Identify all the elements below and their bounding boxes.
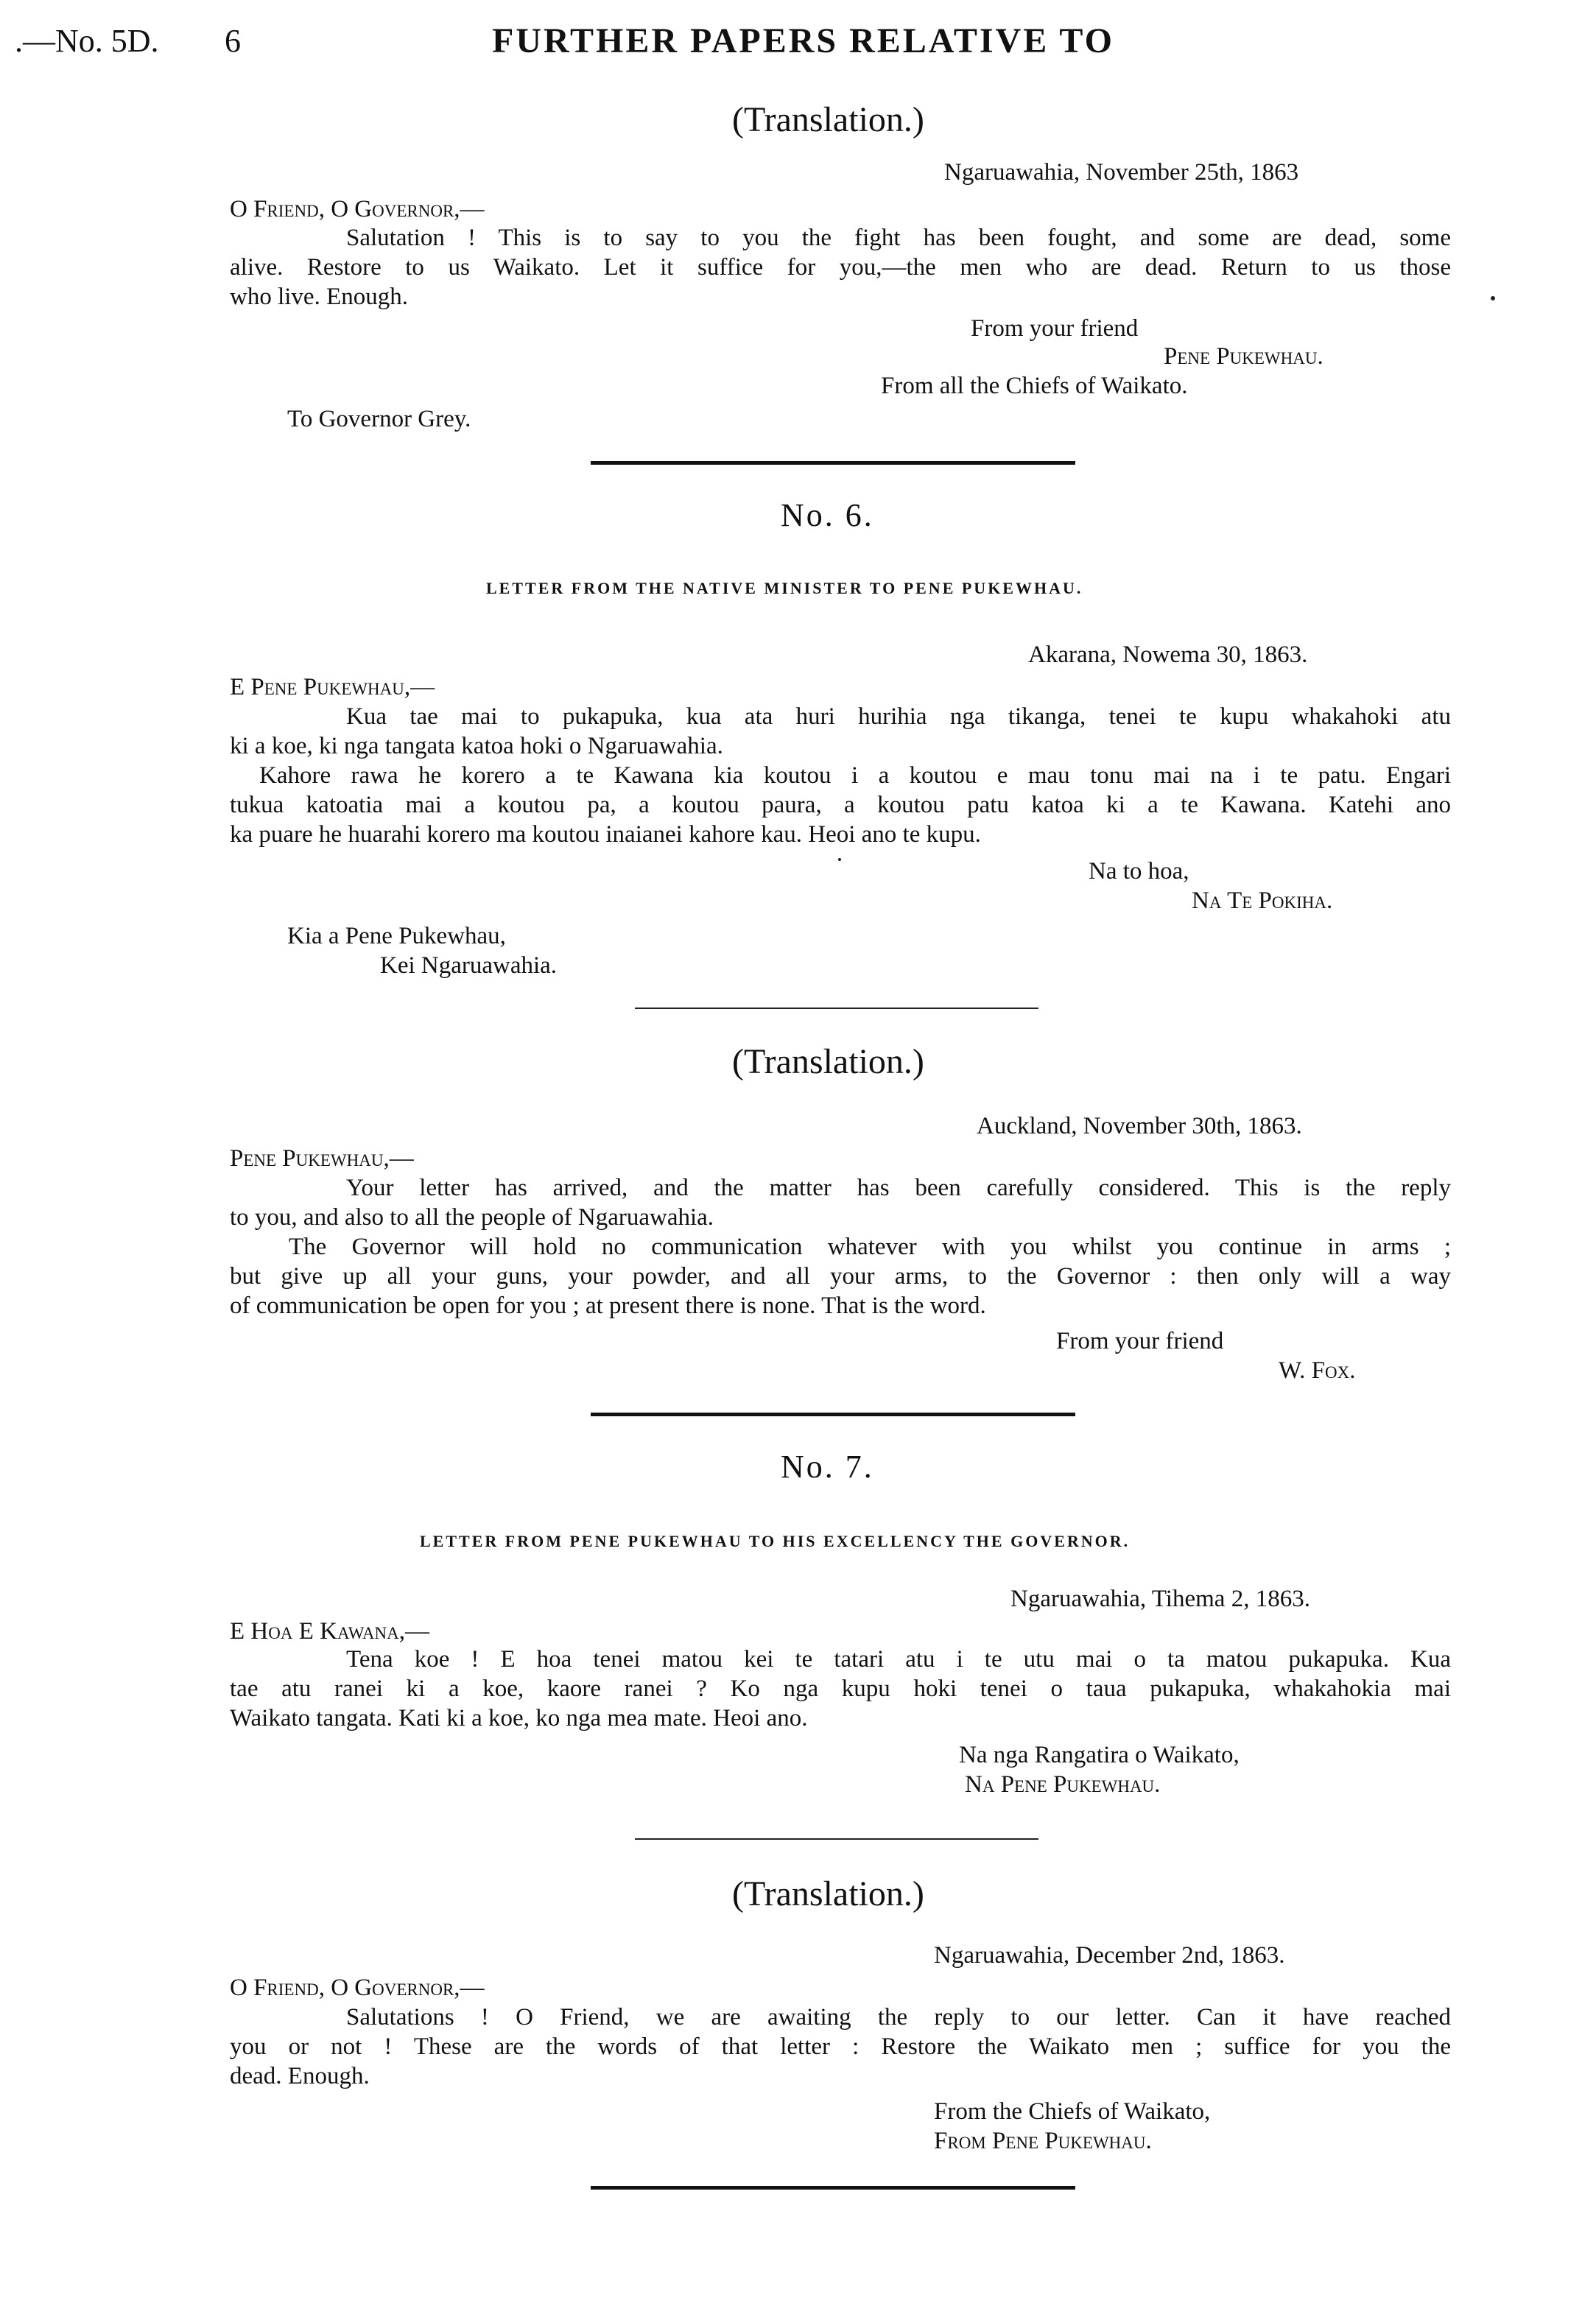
salutation-3: O Friend, O Governor,— <box>230 1975 485 2001</box>
place-date-1: Ngaruawahia, November 25th, 1863 <box>944 159 1299 186</box>
stray-mark <box>838 858 841 861</box>
letter1-line-2: alive. Restore to us Waikato. Let it suffice for you,—the men who are dead. Return to us those <box>230 254 1451 281</box>
section-rule <box>591 2186 1075 2190</box>
letter3-line-1: Salutations ! O Friend, we are awaiting the reply to our letter. Can it have reached <box>346 2004 1451 2031</box>
no6-address-1: Kia a Pene Pukewhau, <box>287 923 506 949</box>
page-number: 6 <box>225 23 241 59</box>
separator-rule <box>635 1008 1038 1009</box>
no6-number: No. 6. <box>781 497 874 533</box>
sign-1-name: Pene Pukewhau. <box>1164 343 1323 370</box>
place-date-2: Auckland, November 30th, 1863. <box>977 1113 1302 1139</box>
no6-address-2: Kei Ngaruawahia. <box>380 952 558 979</box>
place-date-3: Ngaruawahia, December 2nd, 1863. <box>934 1942 1285 1969</box>
no6-line-2: ki a koe, ki nga tangata katoa hoki o Ngaruawahia. <box>230 733 723 759</box>
salutation-1: O Friend, O Governor,— <box>230 196 485 222</box>
no6-place-date: Akarana, Nowema 30, 1863. <box>1028 641 1308 668</box>
translation-title-1: (Translation.) <box>732 100 924 139</box>
translation-title-3: (Translation.) <box>732 1874 924 1913</box>
address-1: To Governor Grey. <box>287 406 471 432</box>
no7-salutation: E Hoa E Kawana,— <box>230 1618 429 1645</box>
no7-line-3: Waikato tangata. Kati ki a koe, ko nga mea mate. Heoi ano. <box>230 1705 808 1731</box>
letter3-line-2: you or not ! These are the words of that letter : Restore the Waikato men ; suffice for you the <box>230 2033 1451 2060</box>
no7-sign-1: Na nga Rangatira o Waikato, <box>959 1742 1240 1768</box>
letter2-line-1: Your letter has arrived, and the matter has been carefully considered. This is the reply <box>346 1175 1451 1201</box>
letter1-line-1: Salutation ! This is to say to you the fight has been fought, and some are dead, some <box>346 225 1451 251</box>
no7-sign-name: Na Pene Pukewhau. <box>965 1771 1161 1798</box>
letter2-sign-name: W. Fox. <box>1279 1357 1356 1384</box>
letter2-line-5: of communication be open for you ; at present there is none. That is the word. <box>230 1293 986 1319</box>
no6-caption: LETTER FROM THE NATIVE MINISTER TO PENE PUKEWHAU. <box>486 579 1083 597</box>
running-title: FURTHER PAPERS RELATIVE TO <box>492 21 1114 60</box>
no6-sign-name: Na Te Pokiha. <box>1192 887 1333 914</box>
no6-sign-1: Na to hoa, <box>1089 858 1189 885</box>
letter1-line-3: who live. Enough. <box>230 284 408 310</box>
no7-place-date: Ngaruawahia, Tihema 2, 1863. <box>1010 1586 1310 1612</box>
no6-line-3: Kahore rawa he korero a te Kawana kia koutou i a koutou e mau tonu mai na i te patu. Engari <box>259 762 1451 789</box>
letter3-sign-1: From the Chiefs of Waikato, <box>934 2098 1211 2125</box>
no6-line-4: tukua katoatia mai a koutou pa, a koutou paura, a koutou patu katoa ki a te Kawana. Katehi ano <box>230 792 1451 818</box>
letter2-line-2: to you, and also to all the people of Ngaruawahia. <box>230 1204 714 1231</box>
no6-salutation: E Pene Pukewhau,— <box>230 674 435 700</box>
no7-caption: LETTER FROM PENE PUKEWHAU TO HIS EXCELLENCY THE GOVERNOR. <box>420 1532 1131 1550</box>
stray-mark <box>1491 296 1495 300</box>
no7-line-2: tae atu ranei ki a koe, kaore ranei ? Ko nga kupu hoki tenei o taua pukapuka, whakahokia mai <box>230 1676 1451 1702</box>
section-rule <box>591 461 1075 465</box>
letter3-sign-name: From Pene Pukewhau. <box>934 2128 1152 2154</box>
letter2-line-3: The Governor will hold no communication whatever with you whilst you continue in arms ; <box>289 1234 1451 1260</box>
series-number: .—No. 5D. <box>15 23 159 59</box>
no7-number: No. 7. <box>781 1449 874 1485</box>
sign-1-line-1: From your friend <box>971 315 1139 342</box>
separator-rule <box>635 1838 1038 1840</box>
no6-line-1: Kua tae mai to pukapuka, kua ata huri hurihia nga tikanga, tenei te kupu whakahoki atu <box>346 703 1451 730</box>
sign-1-line-3: From all the Chiefs of Waikato. <box>881 373 1188 399</box>
section-rule <box>591 1413 1075 1416</box>
translation-title-2: (Translation.) <box>732 1042 924 1081</box>
salutation-2: Pene Pukewhau,— <box>230 1145 414 1172</box>
no6-line-5: ka puare he huarahi korero ma koutou inaianei kahore kau. Heoi ano te kupu. <box>230 821 981 848</box>
letter2-line-4: but give up all your guns, your powder, and all your arms, to the Governor : then only will a way <box>230 1263 1451 1290</box>
no7-line-1: Tena koe ! E hoa tenei matou kei te tatari atu i te utu mai o ta matou pukapuka. Kua <box>346 1646 1451 1673</box>
letter3-line-3: dead. Enough. <box>230 2063 370 2089</box>
letter2-sign-1: From your friend <box>1056 1328 1224 1354</box>
